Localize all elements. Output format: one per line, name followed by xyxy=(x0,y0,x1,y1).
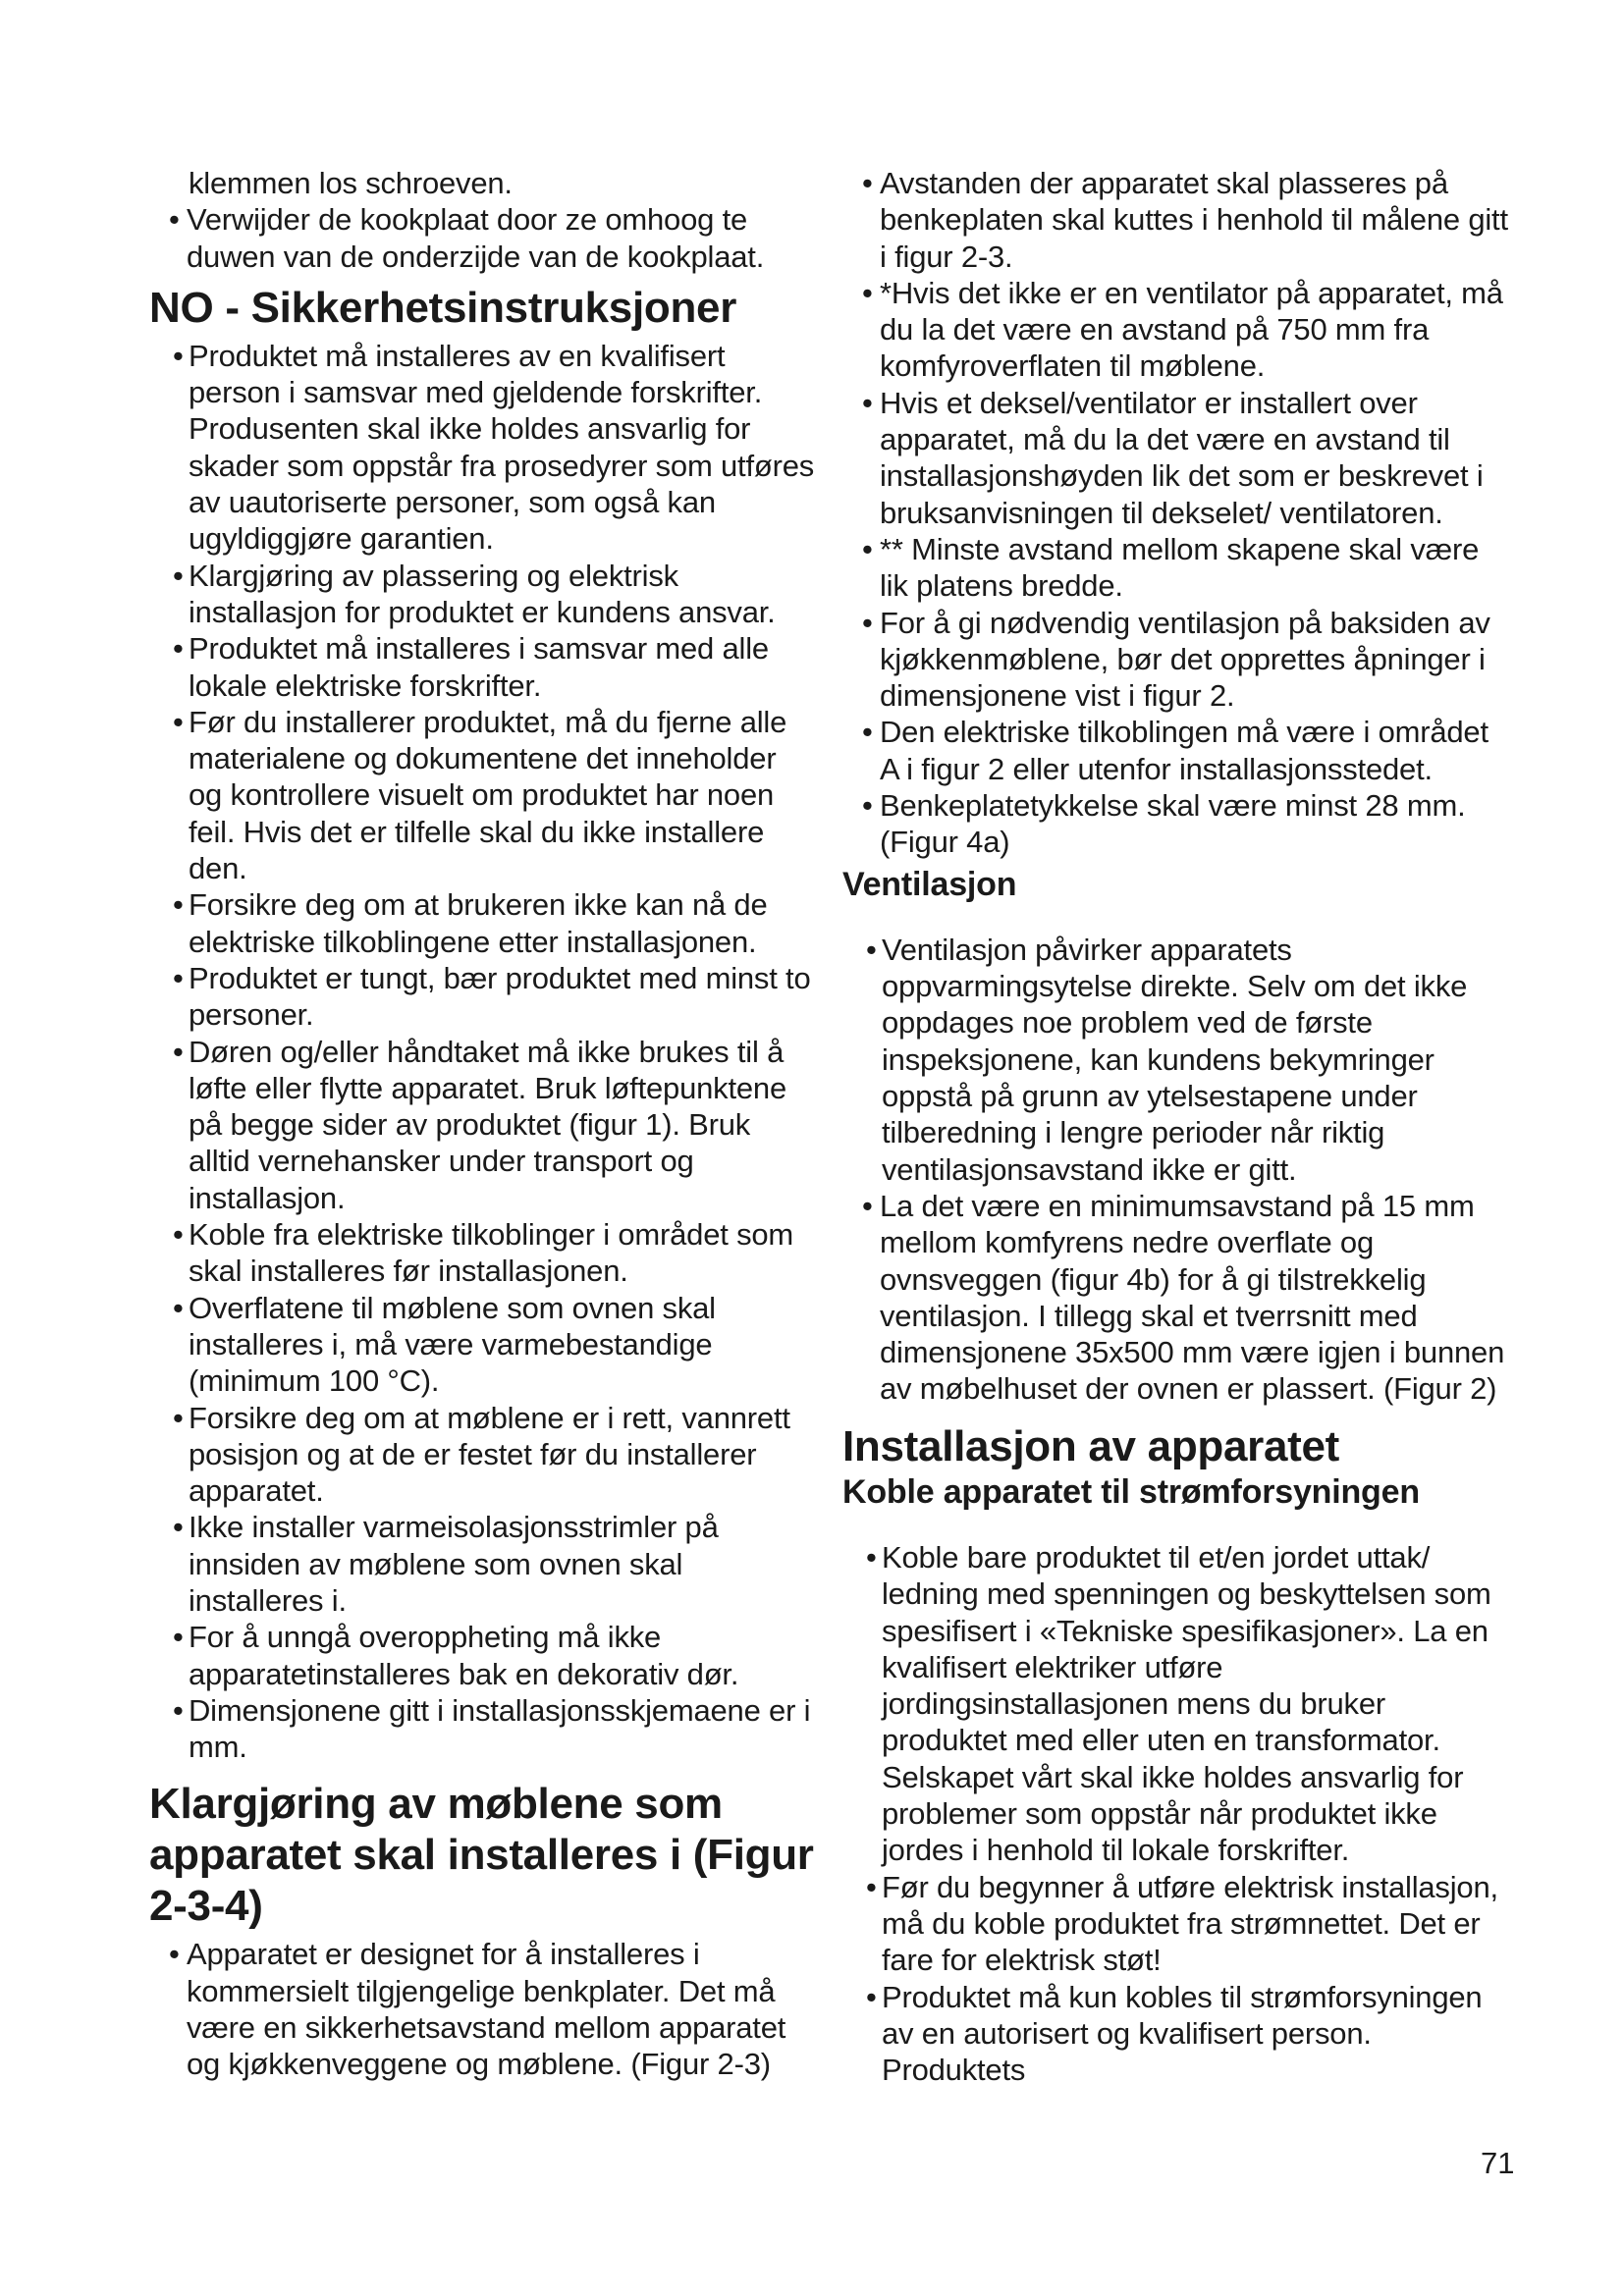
heading-power-supply: Koble apparatet til strømforsyningen xyxy=(842,1472,1420,1511)
list-item: • Ikke installer varmeisolasjonsstrimler på innsiden av møblene som ovnen skal installeres i. xyxy=(149,1509,817,1619)
list-item: • Produktet må installeres i samsvar med alle lokale elektriske forskrifter. xyxy=(149,630,817,704)
list-item: • Hvis et deksel/ventilator er installert over apparatet, må du la det være en avstand til installasjonshøyden lik det som er beskrevet i bruksanvisningen til dekselet/ ventilatoren. xyxy=(842,385,1510,531)
list-item: • Klargjøring av plassering og elektrisk installasjon for produktet er kundens ansvar. xyxy=(149,558,817,631)
left-column xyxy=(149,165,817,2083)
list-item: • Produktet må kun kobles til strømforsyningen av en autorisert og kvalifisert person. Produktets xyxy=(842,1979,1510,2089)
heading-installation: Installasjon av apparatet xyxy=(842,1421,1340,1470)
list-item: • Koble bare produktet til et/en jordet uttak/ ledning med spenningen og beskyttelsen som spesifisert i «Tekniske spesifikasjoner». La en kvalifisert elektriker utføre jordingsinstallasjonen mens du bruker produktet med eller uten en transformator. Selskapet vårt skal ikke holdes ansvarlig for problemer som oppstår når produktet ikke jordes i henhold til lokale forskrifter. xyxy=(842,1539,1510,1869)
list-item: • Ventilasjon påvirker apparatets oppvarmingsytelse direkte. Selv om det ikke oppdages noe problem ved de første inspeksjonene, kan kundens bekymringer oppstå på grunn av ytelsestapene under tilberedning i lengre perioder når riktig ventilasjonsavstand ikke er gitt. xyxy=(842,932,1510,1188)
list-item: • Avstanden der apparatet skal plasseres på benkeplaten skal kuttes i henhold til målene gitt i figur 2-3. xyxy=(842,165,1510,275)
list-item: • *Hvis det ikke er en ventilator på apparatet, må du la det være en avstand på 750 mm fra komfyroverflaten til møblene. xyxy=(842,275,1510,385)
heading-safety-instructions: NO - Sikkerhetsinstruksjoner xyxy=(149,283,737,332)
list-item: • Før du installerer produktet, må du fjerne alle materialene og dokumentene det inneholder og kontrollere visuelt om produktet har noen feil. Hvis det er tilfelle skal du ikke installere den. xyxy=(149,704,817,886)
heading-ventilation: Ventilasjon xyxy=(842,865,1017,903)
heading-furniture-preparation: Klargjøring av møblene som apparatet skal installeres i (Figur 2-3-4) xyxy=(149,1780,814,1931)
list-item: • Overflatene til møblene som ovnen skal installeres i, må være varmebestandige (minimum 100 °C). xyxy=(149,1290,817,1400)
list-item: • Den elektriske tilkoblingen må være i området A i figur 2 eller utenfor installasjonsstedet. xyxy=(842,714,1510,787)
continuation-text: klemmen los schroeven. xyxy=(189,166,513,200)
list-item: • Forsikre deg om at brukeren ikke kan nå de elektriske tilkoblingene etter installasjonen. xyxy=(149,886,817,960)
list-item: • Apparatet er designet for å installeres i kommersielt tilgjengelige benkplater. Det må være en sikkerhetsavstand mellom apparatet og kjøkkenveggene og møblene. (Figur 2-3) xyxy=(149,1936,817,2082)
list-item: • La det være en minimumsavstand på 15 mm mellom komfyrens nedre overflate og ovnsveggen (figur 4b) for å gi tilstrekkelig ventilasjon. I tillegg skal et tverrsnitt med dimensjonene 35x500 mm være igjen i bunnen av møbelhuset der ovnen er plassert. (Figur 2) xyxy=(842,1188,1510,1408)
list-item: • Benkeplatetykkelse skal være minst 28 mm. (Figur 4a) xyxy=(842,787,1510,861)
list-item: • Dimensjonene gitt i installasjonsskjemaene er i mm. xyxy=(149,1692,817,1766)
list-item: • ** Minste avstand mellom skapene skal være lik platens bredde. xyxy=(842,531,1510,605)
right-column xyxy=(842,165,1510,2088)
list-item: • Produktet må installeres av en kvalifisert person i samsvar med gjeldende forskrifter. Produsenten skal ikke holdes ansvarlig for skader som oppstår fra prosedyrer som utføres av uautoriserte personer, som også kan ugyldiggjøre garantien. xyxy=(149,338,817,558)
list-item: • Koble fra elektriske tilkoblinger i området som skal installeres før installasjonen. xyxy=(149,1216,817,1290)
list-item: • For å unngå overoppheting må ikke apparatetinstalleres bak en dekorativ dør. xyxy=(149,1619,817,1692)
page-number: 71 xyxy=(1481,2146,1515,2180)
list-item: • Før du begynner å utføre elektrisk installasjon, må du koble produktet fra strømnettet. Det er fare for elektrisk støt! xyxy=(842,1869,1510,1979)
list-item: • Døren og/eller håndtaket må ikke brukes til å løfte eller flytte apparatet. Bruk løftepunktene på begge sider av produktet (figur 1). Bruk alltid vernehansker under transport og installasjon. xyxy=(149,1034,817,1216)
list-item: • For å gi nødvendig ventilasjon på baksiden av kjøkkenmøblene, bør det opprettes åpninger i dimensjonene vist i figur 2. xyxy=(842,605,1510,715)
list-item: • Produktet er tungt, bær produktet med minst to personer. xyxy=(149,960,817,1034)
list-item: • Forsikre deg om at møblene er i rett, vannrett posisjon og at de er festet før du installerer apparatet. xyxy=(149,1400,817,1510)
list-item: • Verwijder de kookplaat door ze omhoog te duwen van de onderzijde van de kookplaat. xyxy=(149,201,817,275)
